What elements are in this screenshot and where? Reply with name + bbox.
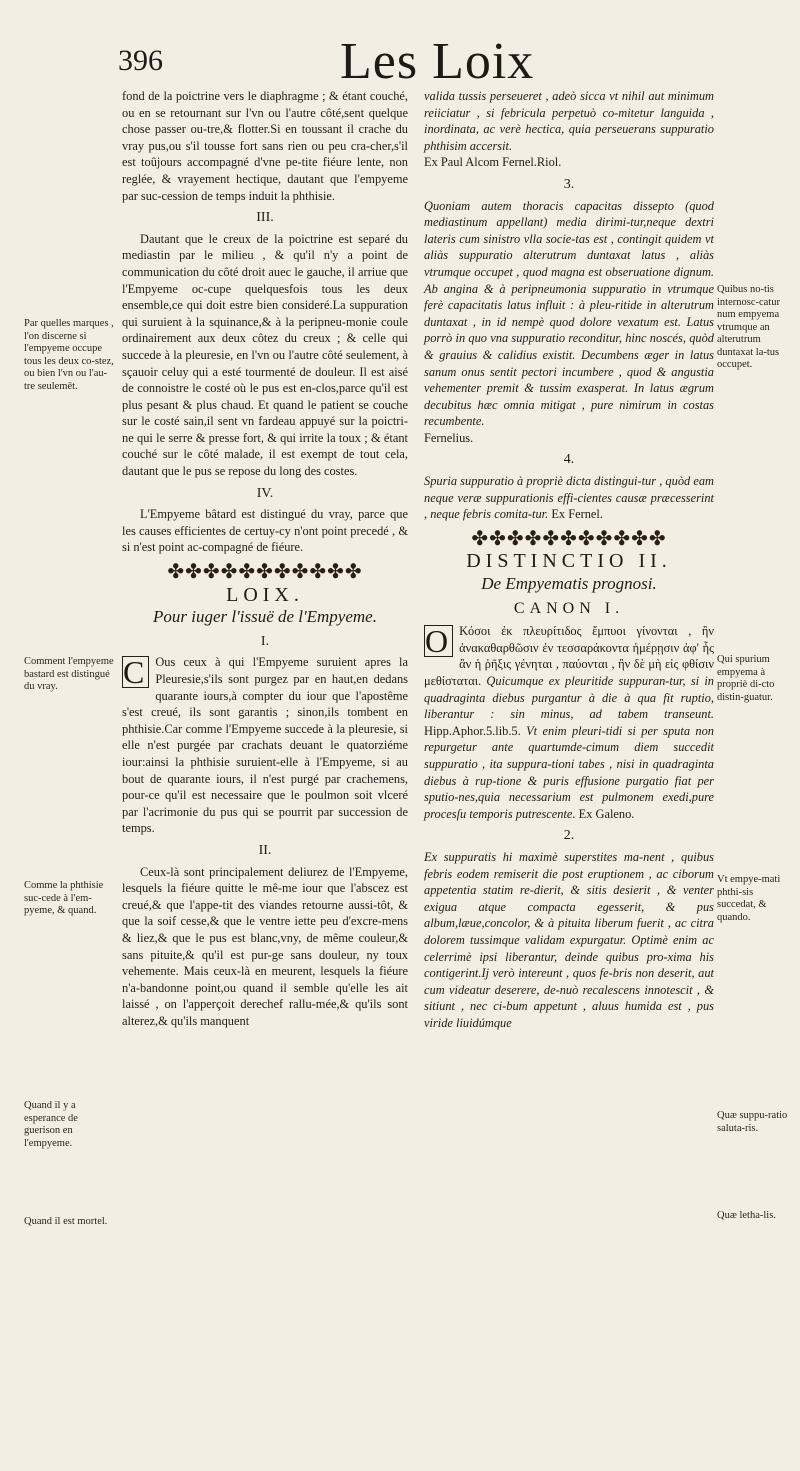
page-number: 396	[118, 44, 163, 77]
right-section-4-paragraph	[424, 473, 714, 523]
right-margin-note-3: Vt empye-mati phthi-sis succedat, & quando.	[717, 874, 781, 923]
left-subsection-1-number: I.	[260, 633, 270, 649]
right-canon-1-reference: Hipp.Aphor.5.lib.5.	[424, 723, 521, 738]
left-drop-cap: C	[122, 656, 149, 688]
running-title: Les Loix	[340, 33, 535, 90]
left-section-title: LOIX.	[226, 583, 304, 606]
right-section-4-source: Ex Fernel.	[551, 507, 603, 522]
right-ornament-band: ✤✤✤✤✤✤✤✤✤✤✤	[471, 527, 667, 550]
right-section-title: DISTINCTIO II.	[466, 550, 672, 573]
left-margin-note-4: Quand il y a esperance de guerison en l'empyeme.	[24, 1100, 78, 1149]
right-canon-2-number: 2.	[563, 828, 575, 844]
right-section-4-text: Spuria suppuratio à propriè dicta distingui-tur , quòd eam neque veræ suppurationis effi-cientes causæ præcesserint , neque febris comita-tur.	[424, 474, 714, 522]
right-canon-1-latin: Quicumque ex pleuritide suppuran-tur, si in quadraginta diebus purgantur à die à qua fit ruptio, liberantur : sin minus, ad tabem transeunt.	[424, 674, 714, 722]
left-margin-note-1: Par quelles marques , l'on discerne si l'empyeme occupe tous les deux co-stez, ou bien l'vn ou l'au-tre seulemēt.	[24, 318, 114, 392]
right-margin-note-5: Quæ letha-lis.	[717, 1210, 776, 1221]
left-section-3-number: III.	[256, 210, 274, 226]
right-section-3-paragraph: Quoniam autem thoracis capacitas dissepto (quod mediastinum appellant) media dirimi-tur,neque dextri lateris cum sinistro vlla socie-tas est , contingit quidem vt aliàs suppuratio alterutrum duntaxat latus , aliàs vtrumque occupet , quod magna est obseruatione dignum. Ab angina & à peripneumonia suppuratio in vtrumque ferè capacitatis latus influit : à pleu-ritide in alterutrum duntaxat , in id nempè quod dolore vexatum est. Latus porrò in quo vna suppuratio reconditur, hinc noscés, quòd & grauius & calidius existit. Decumbens æger in latus sanum onus sentit pectori incumbere , quod & angustia vehementer premit & tussim exasperat. In latus ægrum decubitus hæc omnia mitigat , pure nimirum in costas recumbente.	[424, 198, 714, 429]
left-ornament-band: ✤✤✤✤✤✤✤✤✤✤✤	[167, 561, 363, 584]
left-margin-note-5: Quand il est mortel.	[24, 1216, 108, 1227]
page-header	[0, 28, 800, 88]
right-margin-note-4: Quæ suppu-ratio saluta-ris.	[717, 1110, 788, 1134]
left-subsection-2-paragraph: Ceux-là sont principalement deliurez de l'Empyeme, lesquels la fiéure quitte le mê-me iour que l'abscez est creué,& que l'appe-tit des viandes retourne aussi-tôt, & que la soif cesse,& que le ventre iette peu d'excre-mens & liez,& que le pus est blanc,vny, de même couleur,& sans pituite,& qu'il est pur-ge sans douleur, ny toux vehemente. Mais ceux-là en meurent, lesquels la fiéure n'a-bandonne point,ou quand il semble qu'elle les ait laissé , on l'apperçoit derechef rallu-mée,& qu'ils sont alterez,& qu'ils manquent	[122, 864, 408, 1028]
left-margin-note-2: Comment l'empyeme bastard est distingué du vray.	[24, 656, 114, 692]
right-drop-cap: O	[424, 625, 453, 657]
left-column	[122, 88, 408, 1029]
left-subsection-1-text: Ous ceux à qui l'Empyeme suruient apres la Pleuresie,s'ils sont purgez par en haut,en dedans quarante iours,à compter du iour que l'apostême s'est creué, ils sont garantis ; sinon,ils tombent en phthisie.Car comme l'Empyeme succede à la pleuresie, si elle n'est purgée par crachats deuant le quatorziéme iour:ainsi la phthisie suruient-elle à l'Empyeme, si au bout de quarante iours, il n'est purgé par crachemens, pour-ce qu'il est necessaire que le poulmon soit vlceré par l'acrimonie du pus qui se pourrit par succession de temps.	[122, 655, 408, 836]
right-intro-source: Ex Paul Alcom Fernel.Riol.	[424, 155, 562, 170]
left-margin-note-3: Comme la phthisie suc-cede à l'em-pyeme, & quand.	[24, 880, 104, 916]
right-column	[424, 88, 714, 1031]
left-section-4-paragraph: L'Empyeme bâtard est distingué du vray, parce que les causes efficientes de certuy-cy n'ont point precedé , & si n'est point ac-compagné de fiéure.	[122, 507, 408, 555]
right-canon-1-greek	[424, 623, 714, 822]
right-margin-note-2: Qui spurium empyema à propriè di-cto distin-guatur.	[717, 654, 775, 703]
right-section-3-source: Fernelius.	[424, 430, 474, 445]
left-intro-paragraph: fond de la poictrine vers le diaphragme ; & étant couché, ou en se retournant sur l'vn ou l'autre côté,sent quelque chose passer ou-tre,& flotter.Si en toussant il crache du vray pus,ou s'il tousse fort sans rien ou peu cra-cher,s'il est toûjours accompagné d'vne pe-tite fiéure lente, non reglée, & vrayement hectique, dautant que l'empyeme par suc-cession de temps induit la phthisie.	[122, 89, 408, 203]
left-section-subtitle: Pour iuger l'issuë de l'Empyeme.	[153, 607, 377, 627]
right-canon-2-paragraph: Ex suppuratis hi maximè superstites ma-nent , quibus febris eodem remiserit die post eruptionem , ac ciborum appetentia statim re-dierit, & sitis desierit , & venter exigua atque compacta egesserit, & pus album,læue,concolor, & à pituita liberum fuerit , ac citra dolorem tussimque validam expurgatur. Optimè enim ac celerrimè ipsi liberantur, deinde quibus pro-xima his contigerint.Ij verò intereunt , quos fe-bris non deserit, aut cum videatur deserere, de-nuò recalescens innotescit , & sitiunt , nec ci-bum appetunt , aluus humida est , pus viride liuidúmque	[424, 849, 714, 1030]
right-margin-note-1: Quibus no-tis internosc-catur num empyema vtrumque an alterutrum duntaxat la-tus occupet.	[717, 284, 780, 370]
right-canon-heading: CANON I.	[513, 599, 625, 617]
right-intro-paragraph: valida tussis perseueret , adeò sicca vt nihil aut minimum reiiciatur , si febricula perpetuò co-mitetur languida , inordinata, ac verè hectica, quia perseuerans suppuratio phthisim accersit.	[424, 89, 714, 153]
left-section-3-paragraph: Dautant que le creux de la poictrine est separé du mediastin par le milieu , & qu'il n'y a point de communication du côté droit auec le gauche, il arriue que l'Empyeme oc-cupe quelquesfois tous les deux ensemble,ce qui doit estre bien consideré.La suppuration qui suruient à la squinance,& à la peripneu-monie coule ordinairement aux deux côtez du creux ; & celle qui succede à la pleuresie, en l'vn ou l'autre côté seulement, à sçauoir celuy qui a esté tourmenté de douleur. Il est aisé de connoistre le costé où le pus est en-clos,parce qu'il est plus pesant & plus chaud. Et quand le patient se couche sur le costé sain,il sent vn fardeau appuyé sur la poictri-ne qui le serre & presse fort, & qui irrite la toux ; & étant couché sur le côté malade, il est exempt de tout cela, dautant que le pus se repose du long des costes.	[122, 231, 408, 479]
right-section-4-number: 4.	[563, 452, 575, 468]
right-canon-1-source: Ex Galeno.	[578, 806, 635, 821]
right-greek-text: Κόσοι ἐκ πλευρίτιδος ἔμπυοι γίνονται , ἢν ἀνακαθαρθῶσιν ἐν τεσσαράκοντα ἡμέρῃσιν ἀφ' ἧς ἂν ἡ ῥῆξις γένηται , παύονται , ἢν δὲ μὴ εἰς φθίσιν μεθίσταται.	[424, 624, 714, 688]
right-section-subtitle: De Empyematis prognosi.	[481, 574, 657, 594]
left-subsection-1-paragraph	[122, 654, 408, 837]
right-section-3-number: 3.	[563, 176, 575, 192]
left-section-4-number: IV.	[256, 485, 274, 501]
left-subsection-2-number: II.	[258, 842, 272, 858]
right-canon-1-comment: Vt enim pleuri-tidi si per sputa non repurgetur ante quartumde-cimum diem succedit suppuratio , ita suppura-tioni tabes , nisi in quadraginta diebus à rup-tione & puris effusione purgatio fiat per sputio-nes,quia necessarium est pulmonem exedi,pure procesſu temporis putrescente.	[424, 723, 714, 821]
